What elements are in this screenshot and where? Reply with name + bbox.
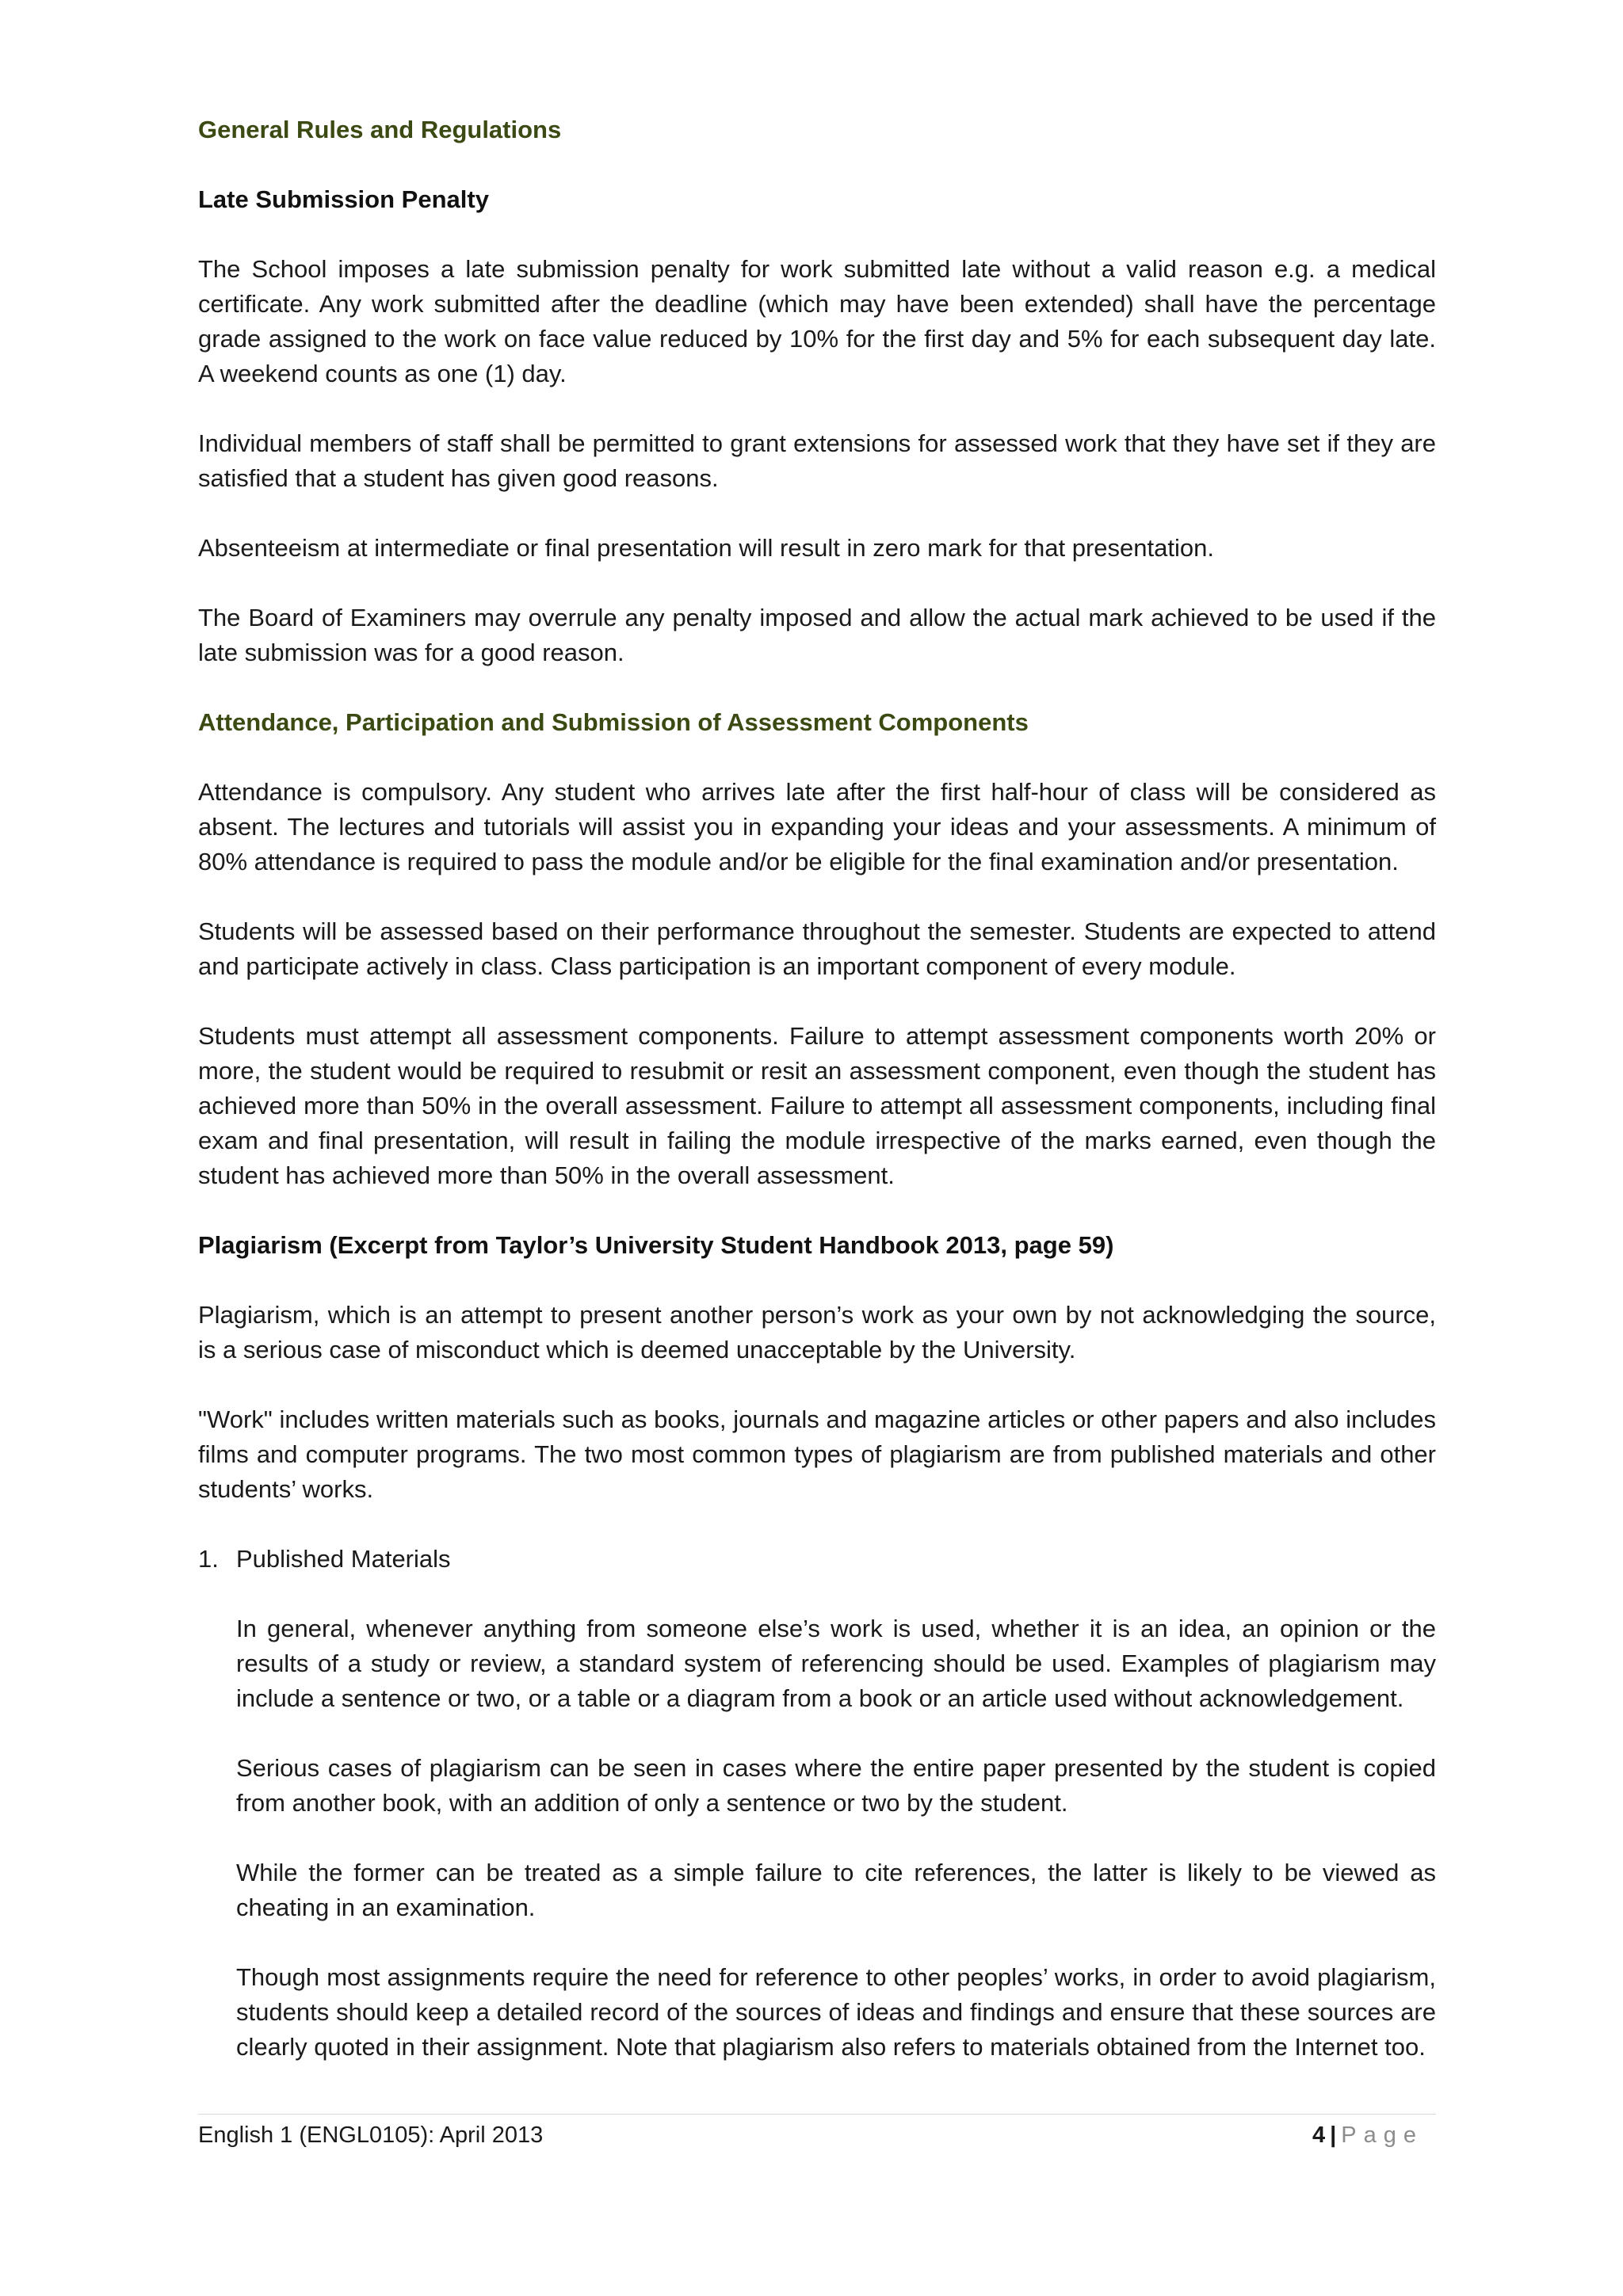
list-number: 1. xyxy=(198,1545,219,1573)
late-submission-heading: Late Submission Penalty xyxy=(198,185,489,213)
document-body xyxy=(198,113,1436,2065)
published-materials-paragraph-4: Though most assignments require the need for reference to other peoples’ works, in order to avoid plagiarism, students should keep a detailed record of the sources of ideas and findings and ensure that these sources are clearly quoted in their assignment. Note that plagiarism also refers to materials obtained from the Internet too. xyxy=(236,1963,1436,2061)
plagiarism-heading: Plagiarism (Excerpt from Taylor’s University Student Handbook 2013, page 59) xyxy=(198,1231,1114,1259)
list-item-title: Published Materials xyxy=(236,1545,451,1573)
published-materials-paragraph-1: In general, whenever anything from someone else’s work is used, whether it is an idea, an opinion or the results of a study or review, a standard system of referencing should be used. Examples of plagiarism may include a sentence or two, or a table or a diagram from a book or an article used without acknowledgement. xyxy=(236,1615,1436,1712)
attendance-heading: Attendance, Participation and Submission of Assessment Components xyxy=(198,708,1029,736)
late-submission-paragraph-1: The School imposes a late submission penalty for work submitted late without a valid reason e.g. a medical certificate. Any work submitted after the deadline (which may have been extended) shall have the percentage grade assigned to the work on face value reduced by 10% for the first day and 5% for each subsequent day late. A weekend counts as one (1) day. xyxy=(198,255,1436,387)
late-submission-paragraph-2: Individual members of staff shall be permitted to grant extensions for assessed work that they have set if they are satisfied that a student has given good reasons. xyxy=(198,429,1436,492)
plagiarism-paragraph-1: Plagiarism, which is an attempt to present another person’s work as your own by not acknowledging the source, is a serious case of misconduct which is deemed unacceptable by the University. xyxy=(198,1301,1436,1363)
published-materials-paragraph-3: While the former can be treated as a simple failure to cite references, the latter is likely to be viewed as cheating in an examination. xyxy=(236,1859,1436,1921)
page-separator: | xyxy=(1330,2122,1337,2148)
late-submission-paragraph-4: The Board of Examiners may overrule any penalty imposed and allow the actual mark achieved to be used if the late submission was for a good reason. xyxy=(198,604,1436,666)
footer-page-indicator xyxy=(1312,2118,1423,2153)
attendance-paragraph-2: Students will be assessed based on their performance throughout the semester. Students are expected to attend and participate actively in class. Class participation is an important component of every module. xyxy=(198,917,1436,980)
footer-course-label: English 1 (ENGL0105): April 2013 xyxy=(198,2122,544,2148)
general-rules-heading: General Rules and Regulations xyxy=(198,116,562,143)
late-submission-paragraph-3: Absenteeism at intermediate or final presentation will result in zero mark for that presentation. xyxy=(198,534,1214,562)
page-word: Page xyxy=(1341,2122,1423,2148)
attendance-paragraph-3: Students must attempt all assessment components. Failure to attempt assessment components worth 20% or more, the student would be required to resubmit or resit an assessment component, even though the student has achieved more than 50% in the overall assessment. Failure to attempt all assessment components, including final exam and final presentation, will result in failing the module irrespective of the marks earned, even though the student has achieved more than 50% in the overall assessment. xyxy=(198,1022,1436,1189)
plagiarism-paragraph-2: "Work" includes written materials such as books, journals and magazine articles or other papers and also includes films and computer programs. The two most common types of plagiarism are from published materials and other students’ works. xyxy=(198,1405,1436,1503)
attendance-paragraph-1: Attendance is compulsory. Any student who arrives late after the first half-hour of class will be considered as absent. The lectures and tutorials will assist you in expanding your ideas and your assessments. A minimum of 80% attendance is required to pass the module and/or be eligible for the final examination and/or presentation. xyxy=(198,778,1436,875)
list-item-published-materials xyxy=(198,1542,1436,1577)
page-footer xyxy=(198,2114,1436,2151)
published-materials-paragraph-2: Serious cases of plagiarism can be seen in cases where the entire paper presented by the student is copied from another book, with an addition of only a sentence or two by the student. xyxy=(236,1754,1436,1817)
page-number: 4 xyxy=(1312,2122,1326,2148)
